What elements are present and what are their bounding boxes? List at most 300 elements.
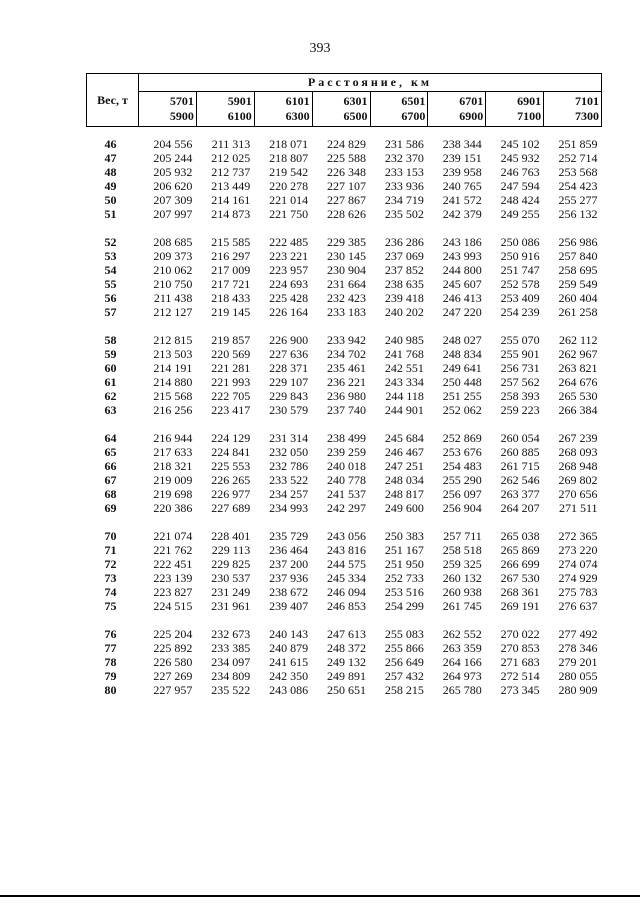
value-cell: 222 705	[211, 389, 251, 403]
value-cell: 253 516	[384, 585, 424, 599]
value-cell: 218 807	[269, 151, 309, 165]
value-cell: 260 938	[442, 585, 482, 599]
tariff-table	[86, 73, 602, 697]
value-cell: 263 377	[500, 487, 540, 501]
value-cell: 214 161	[211, 193, 251, 207]
range-from: 6901	[517, 94, 542, 108]
value-cell: 267 530	[500, 571, 540, 585]
value-cell: 226 900	[269, 333, 309, 347]
value-cell: 247 613	[327, 627, 366, 641]
value-cell: 226 265	[211, 473, 251, 487]
value-cell: 204 556	[153, 137, 193, 151]
value-cell: 251 950	[384, 557, 424, 571]
value-cell: 250 916	[500, 249, 540, 263]
table-row	[87, 655, 602, 669]
table-row	[87, 361, 602, 375]
value-cell: 256 986	[558, 235, 598, 249]
table-row	[87, 571, 602, 585]
value-cell: 262 112	[558, 333, 598, 347]
value-cell: 255 290	[442, 473, 482, 487]
value-cell: 240 778	[327, 473, 366, 487]
value-cell: 220 386	[153, 501, 193, 515]
value-cell: 233 385	[211, 641, 251, 655]
weight-cell: 50	[104, 193, 117, 207]
weight-column-header: Вес, т	[87, 74, 139, 127]
value-cell: 248 834	[442, 347, 482, 361]
value-cell: 205 932	[153, 165, 193, 179]
weight-cell: 54	[104, 263, 117, 277]
weight-cell: 58	[104, 333, 117, 347]
spacer-row	[87, 613, 602, 627]
value-cell: 230 537	[211, 571, 251, 585]
distance-range-header	[196, 92, 254, 127]
table-row	[87, 557, 602, 571]
weight-cell: 64	[104, 431, 117, 445]
value-cell: 231 664	[327, 277, 366, 291]
value-cell: 230 145	[327, 249, 366, 263]
value-cell: 246 467	[384, 445, 424, 459]
distance-range-header	[370, 92, 428, 127]
distance-header: Расстояние, км	[139, 74, 602, 92]
weight-cell: 56	[104, 291, 117, 305]
value-cell: 207 309	[153, 193, 193, 207]
table-row	[87, 333, 602, 347]
value-cell: 229 385	[327, 235, 366, 249]
value-cell: 246 763	[500, 165, 540, 179]
value-cell: 260 132	[442, 571, 482, 585]
weight-cell: 77	[104, 641, 117, 655]
weight-cell: 61	[104, 375, 117, 389]
value-cell: 221 074	[153, 529, 193, 543]
spacer-row	[87, 127, 602, 138]
value-cell: 255 083	[384, 627, 424, 641]
value-cell: 238 672	[269, 585, 309, 599]
value-cell: 265 869	[500, 543, 540, 557]
table-row	[87, 627, 602, 641]
value-cell: 238 344	[442, 137, 482, 151]
table-row	[87, 529, 602, 543]
table-row	[87, 263, 602, 277]
table-row	[87, 179, 602, 193]
range-to: 6700	[401, 109, 426, 123]
value-cell: 242 350	[269, 669, 309, 683]
weight-cell: 52	[104, 235, 117, 249]
value-cell: 269 802	[558, 473, 598, 487]
value-cell: 227 867	[327, 193, 366, 207]
value-cell: 244 118	[385, 389, 424, 403]
value-cell: 274 074	[558, 557, 598, 571]
value-cell: 246 094	[327, 585, 366, 599]
weight-cell: 65	[104, 445, 117, 459]
value-cell: 214 191	[153, 361, 193, 375]
value-cell: 263 359	[442, 641, 482, 655]
value-cell: 273 345	[500, 683, 540, 697]
value-cell: 254 483	[442, 459, 482, 473]
weight-cell: 79	[104, 669, 117, 683]
value-cell: 247 220	[442, 305, 482, 319]
value-cell: 243 056	[327, 529, 366, 543]
table-row	[87, 137, 602, 151]
value-cell: 259 549	[558, 277, 598, 291]
distance-range-header	[254, 92, 312, 127]
value-cell: 232 050	[269, 445, 309, 459]
weight-cell: 66	[104, 459, 117, 473]
table-row	[87, 683, 602, 697]
weight-cell: 73	[104, 571, 117, 585]
table-row	[87, 375, 602, 389]
table-row	[87, 487, 602, 501]
table-row	[87, 585, 602, 599]
value-cell: 229 825	[211, 557, 251, 571]
value-cell: 221 750	[269, 207, 309, 221]
table-row	[87, 389, 602, 403]
distance-range-header	[544, 92, 602, 127]
value-cell: 241 615	[269, 655, 309, 669]
value-cell: 268 093	[558, 445, 598, 459]
value-cell: 250 448	[442, 375, 482, 389]
value-cell: 226 164	[269, 305, 309, 319]
value-cell: 218 321	[153, 459, 193, 473]
value-cell: 251 747	[500, 263, 540, 277]
value-cell: 224 829	[327, 137, 366, 151]
value-cell: 223 221	[269, 249, 309, 263]
value-cell: 215 585	[211, 235, 251, 249]
value-cell: 231 314	[269, 431, 309, 445]
table-row	[87, 277, 602, 291]
value-cell: 245 102	[500, 137, 540, 151]
value-cell: 221 281	[211, 361, 251, 375]
value-cell: 247 251	[384, 459, 424, 473]
value-cell: 216 297	[211, 249, 251, 263]
value-cell: 272 514	[500, 669, 540, 683]
value-cell: 255 070	[500, 333, 540, 347]
value-cell: 232 370	[384, 151, 424, 165]
weight-cell: 68	[104, 487, 117, 501]
value-cell: 223 417	[211, 403, 251, 417]
value-cell: 226 348	[327, 165, 366, 179]
value-cell: 252 714	[558, 151, 598, 165]
value-cell: 265 530	[558, 389, 598, 403]
value-cell: 258 518	[442, 543, 482, 557]
table-row	[87, 291, 602, 305]
table-row	[87, 403, 602, 417]
value-cell: 235 522	[211, 683, 251, 697]
value-cell: 240 202	[384, 305, 424, 319]
value-cell: 245 334	[327, 571, 366, 585]
value-cell: 250 651	[327, 683, 366, 697]
value-cell: 254 239	[500, 305, 540, 319]
weight-cell: 74	[104, 585, 117, 599]
value-cell: 250 086	[500, 235, 540, 249]
range-from: 5701	[169, 94, 194, 108]
value-cell: 232 673	[211, 627, 251, 641]
value-cell: 243 086	[269, 683, 309, 697]
value-cell: 244 575	[327, 557, 366, 571]
value-cell: 280 055	[558, 669, 598, 683]
weight-cell: 78	[104, 655, 117, 669]
value-cell: 258 215	[384, 683, 424, 697]
table-row	[87, 151, 602, 165]
value-cell: 242 379	[442, 207, 482, 221]
value-cell: 272 365	[558, 529, 598, 543]
value-cell: 234 702	[327, 347, 366, 361]
value-cell: 262 546	[500, 473, 540, 487]
weight-cell: 55	[104, 277, 117, 291]
value-cell: 258 393	[500, 389, 540, 403]
distance-range-header	[428, 92, 486, 127]
value-cell: 227 107	[327, 179, 366, 193]
weight-cell: 49	[104, 179, 117, 193]
value-cell: 215 568	[153, 389, 193, 403]
value-cell: 239 958	[442, 165, 482, 179]
value-cell: 249 132	[327, 655, 366, 669]
value-cell: 218 071	[269, 137, 309, 151]
table-row	[87, 459, 602, 473]
value-cell: 264 166	[442, 655, 482, 669]
value-cell: 245 684	[384, 431, 424, 445]
value-cell: 235 729	[269, 529, 309, 543]
value-cell: 224 841	[211, 445, 251, 459]
value-cell: 274 929	[558, 571, 598, 585]
value-cell: 260 404	[558, 291, 598, 305]
value-cell: 225 204	[153, 627, 193, 641]
value-cell: 279 201	[558, 655, 598, 669]
value-cell: 256 904	[442, 501, 482, 515]
bottom-rule	[0, 895, 640, 897]
value-cell: 259 325	[442, 557, 482, 571]
value-cell: 231 586	[384, 137, 424, 151]
value-cell: 248 027	[442, 333, 482, 347]
value-cell: 238 499	[327, 431, 366, 445]
value-cell: 217 633	[153, 445, 193, 459]
value-cell: 231 249	[211, 585, 251, 599]
distance-range-row	[87, 92, 602, 127]
table-row	[87, 445, 602, 459]
weight-cell: 46	[104, 137, 117, 151]
value-cell: 251 859	[558, 137, 598, 151]
value-cell: 273 220	[558, 543, 598, 557]
value-cell: 225 892	[153, 641, 193, 655]
value-cell: 243 334	[384, 375, 424, 389]
value-cell: 228 401	[211, 529, 251, 543]
value-cell: 243 816	[327, 543, 366, 557]
value-cell: 244 800	[442, 263, 482, 277]
value-cell: 249 600	[384, 501, 424, 515]
value-cell: 232 423	[327, 291, 366, 305]
value-cell: 212 737	[211, 165, 251, 179]
value-cell: 211 313	[211, 137, 251, 151]
weight-cell: 48	[104, 165, 117, 179]
value-cell: 266 699	[500, 557, 540, 571]
value-cell: 237 740	[327, 403, 366, 417]
value-cell: 239 151	[442, 151, 482, 165]
value-cell: 254 423	[558, 179, 598, 193]
value-cell: 255 277	[558, 193, 598, 207]
distance-range-header	[486, 92, 544, 127]
value-cell: 240 143	[269, 627, 309, 641]
value-cell: 229 107	[269, 375, 309, 389]
distance-range-header	[139, 92, 197, 127]
value-cell: 222 485	[269, 235, 309, 249]
value-cell: 270 656	[558, 487, 598, 501]
page-number: 393	[309, 41, 331, 56]
value-cell: 265 038	[500, 529, 540, 543]
value-cell: 227 269	[153, 669, 193, 683]
value-cell: 270 022	[500, 627, 540, 641]
value-cell: 236 464	[269, 543, 309, 557]
range-to: 6900	[459, 109, 484, 123]
value-cell: 240 985	[384, 333, 424, 347]
value-cell: 224 515	[153, 599, 193, 613]
table-row	[87, 669, 602, 683]
value-cell: 220 569	[211, 347, 251, 361]
range-to: 6100	[227, 109, 252, 123]
value-cell: 267 239	[558, 431, 598, 445]
value-cell: 246 853	[327, 599, 366, 613]
spacer-row	[87, 417, 602, 431]
value-cell: 234 993	[269, 501, 309, 515]
table-row	[87, 431, 602, 445]
value-cell: 257 432	[384, 669, 424, 683]
value-cell: 280 909	[558, 683, 598, 697]
value-cell: 235 461	[327, 361, 366, 375]
value-cell: 262 552	[442, 627, 482, 641]
value-cell: 258 695	[558, 263, 598, 277]
value-cell: 218 433	[211, 291, 251, 305]
table-row	[87, 501, 602, 515]
value-cell: 256 731	[500, 361, 540, 375]
value-cell: 207 997	[153, 207, 193, 221]
value-cell: 210 062	[153, 263, 193, 277]
value-cell: 245 932	[500, 151, 540, 165]
table-body	[87, 127, 602, 698]
value-cell: 238 635	[384, 277, 424, 291]
value-cell: 242 551	[384, 361, 424, 375]
weight-cell: 67	[104, 473, 117, 487]
value-cell: 242 297	[327, 501, 366, 515]
spacer-row	[87, 319, 602, 333]
value-cell: 240 879	[269, 641, 309, 655]
value-cell: 225 588	[327, 151, 366, 165]
value-cell: 276 637	[558, 599, 598, 613]
value-cell: 206 620	[153, 179, 193, 193]
value-cell: 239 418	[384, 291, 424, 305]
range-from: 6101	[285, 94, 310, 108]
value-cell: 251 255	[442, 389, 482, 403]
value-cell: 209 373	[153, 249, 193, 263]
value-cell: 243 993	[442, 249, 482, 263]
value-cell: 230 579	[269, 403, 309, 417]
value-cell: 264 676	[558, 375, 598, 389]
value-cell: 236 221	[327, 375, 366, 389]
weight-cell: 53	[104, 249, 117, 263]
value-cell: 219 857	[211, 333, 251, 347]
value-cell: 248 034	[384, 473, 424, 487]
value-cell: 236 980	[327, 389, 366, 403]
value-cell: 277 492	[558, 627, 598, 641]
value-cell: 237 936	[269, 571, 309, 585]
value-cell: 251 167	[384, 543, 424, 557]
value-cell: 219 145	[211, 305, 251, 319]
weight-cell: 59	[104, 347, 117, 361]
value-cell: 257 711	[443, 529, 482, 543]
weight-cell: 71	[104, 543, 117, 557]
table-row	[87, 599, 602, 613]
value-cell: 212 025	[211, 151, 251, 165]
value-cell: 243 186	[442, 235, 482, 249]
value-cell: 212 127	[153, 305, 193, 319]
value-cell: 226 580	[153, 655, 193, 669]
value-cell: 257 840	[558, 249, 598, 263]
range-from: 6501	[401, 94, 426, 108]
value-cell: 260 885	[500, 445, 540, 459]
value-cell: 228 371	[269, 361, 309, 375]
value-cell: 253 676	[442, 445, 482, 459]
value-cell: 233 183	[327, 305, 366, 319]
value-cell: 244 901	[384, 403, 424, 417]
value-cell: 219 009	[153, 473, 193, 487]
weight-cell: 80	[104, 683, 117, 697]
value-cell: 235 502	[384, 207, 424, 221]
table-row	[87, 193, 602, 207]
value-cell: 256 649	[384, 655, 424, 669]
value-cell: 241 537	[327, 487, 366, 501]
value-cell: 219 698	[153, 487, 193, 501]
value-cell: 229 113	[211, 543, 251, 557]
range-to: 6500	[343, 109, 368, 123]
range-from: 6701	[459, 94, 484, 108]
value-cell: 254 299	[384, 599, 424, 613]
weight-cell: 70	[104, 529, 117, 543]
value-cell: 239 407	[269, 599, 309, 613]
value-cell: 224 129	[211, 431, 251, 445]
value-cell: 211 438	[153, 291, 193, 305]
value-cell: 212 815	[153, 333, 193, 347]
value-cell: 234 257	[269, 487, 309, 501]
range-to: 6300	[285, 109, 310, 123]
value-cell: 231 961	[211, 599, 251, 613]
value-cell: 256 132	[558, 207, 598, 221]
value-cell: 240 765	[442, 179, 482, 193]
value-cell: 261 715	[500, 459, 540, 473]
value-cell: 208 685	[153, 235, 193, 249]
value-cell: 259 223	[500, 403, 540, 417]
value-cell: 245 607	[442, 277, 482, 291]
range-to: 5900	[169, 109, 194, 123]
value-cell: 260 054	[500, 431, 540, 445]
value-cell: 255 866	[384, 641, 424, 655]
value-cell: 205 244	[153, 151, 193, 165]
value-cell: 239 259	[327, 445, 366, 459]
value-cell: 255 901	[500, 347, 540, 361]
distance-range-header	[312, 92, 370, 127]
value-cell: 249 891	[327, 669, 366, 683]
table-row	[87, 543, 602, 557]
value-cell: 216 944	[153, 431, 193, 445]
value-cell: 213 449	[211, 179, 251, 193]
value-cell: 213 503	[153, 347, 193, 361]
value-cell: 252 062	[442, 403, 482, 417]
value-cell: 262 967	[558, 347, 598, 361]
value-cell: 233 942	[327, 333, 366, 347]
value-cell: 216 256	[153, 403, 193, 417]
value-cell: 228 626	[327, 207, 366, 221]
value-cell: 232 786	[269, 459, 309, 473]
value-cell: 271 511	[558, 501, 598, 515]
range-from: 5901	[227, 94, 252, 108]
value-cell: 227 957	[153, 683, 193, 697]
value-cell: 270 853	[500, 641, 540, 655]
